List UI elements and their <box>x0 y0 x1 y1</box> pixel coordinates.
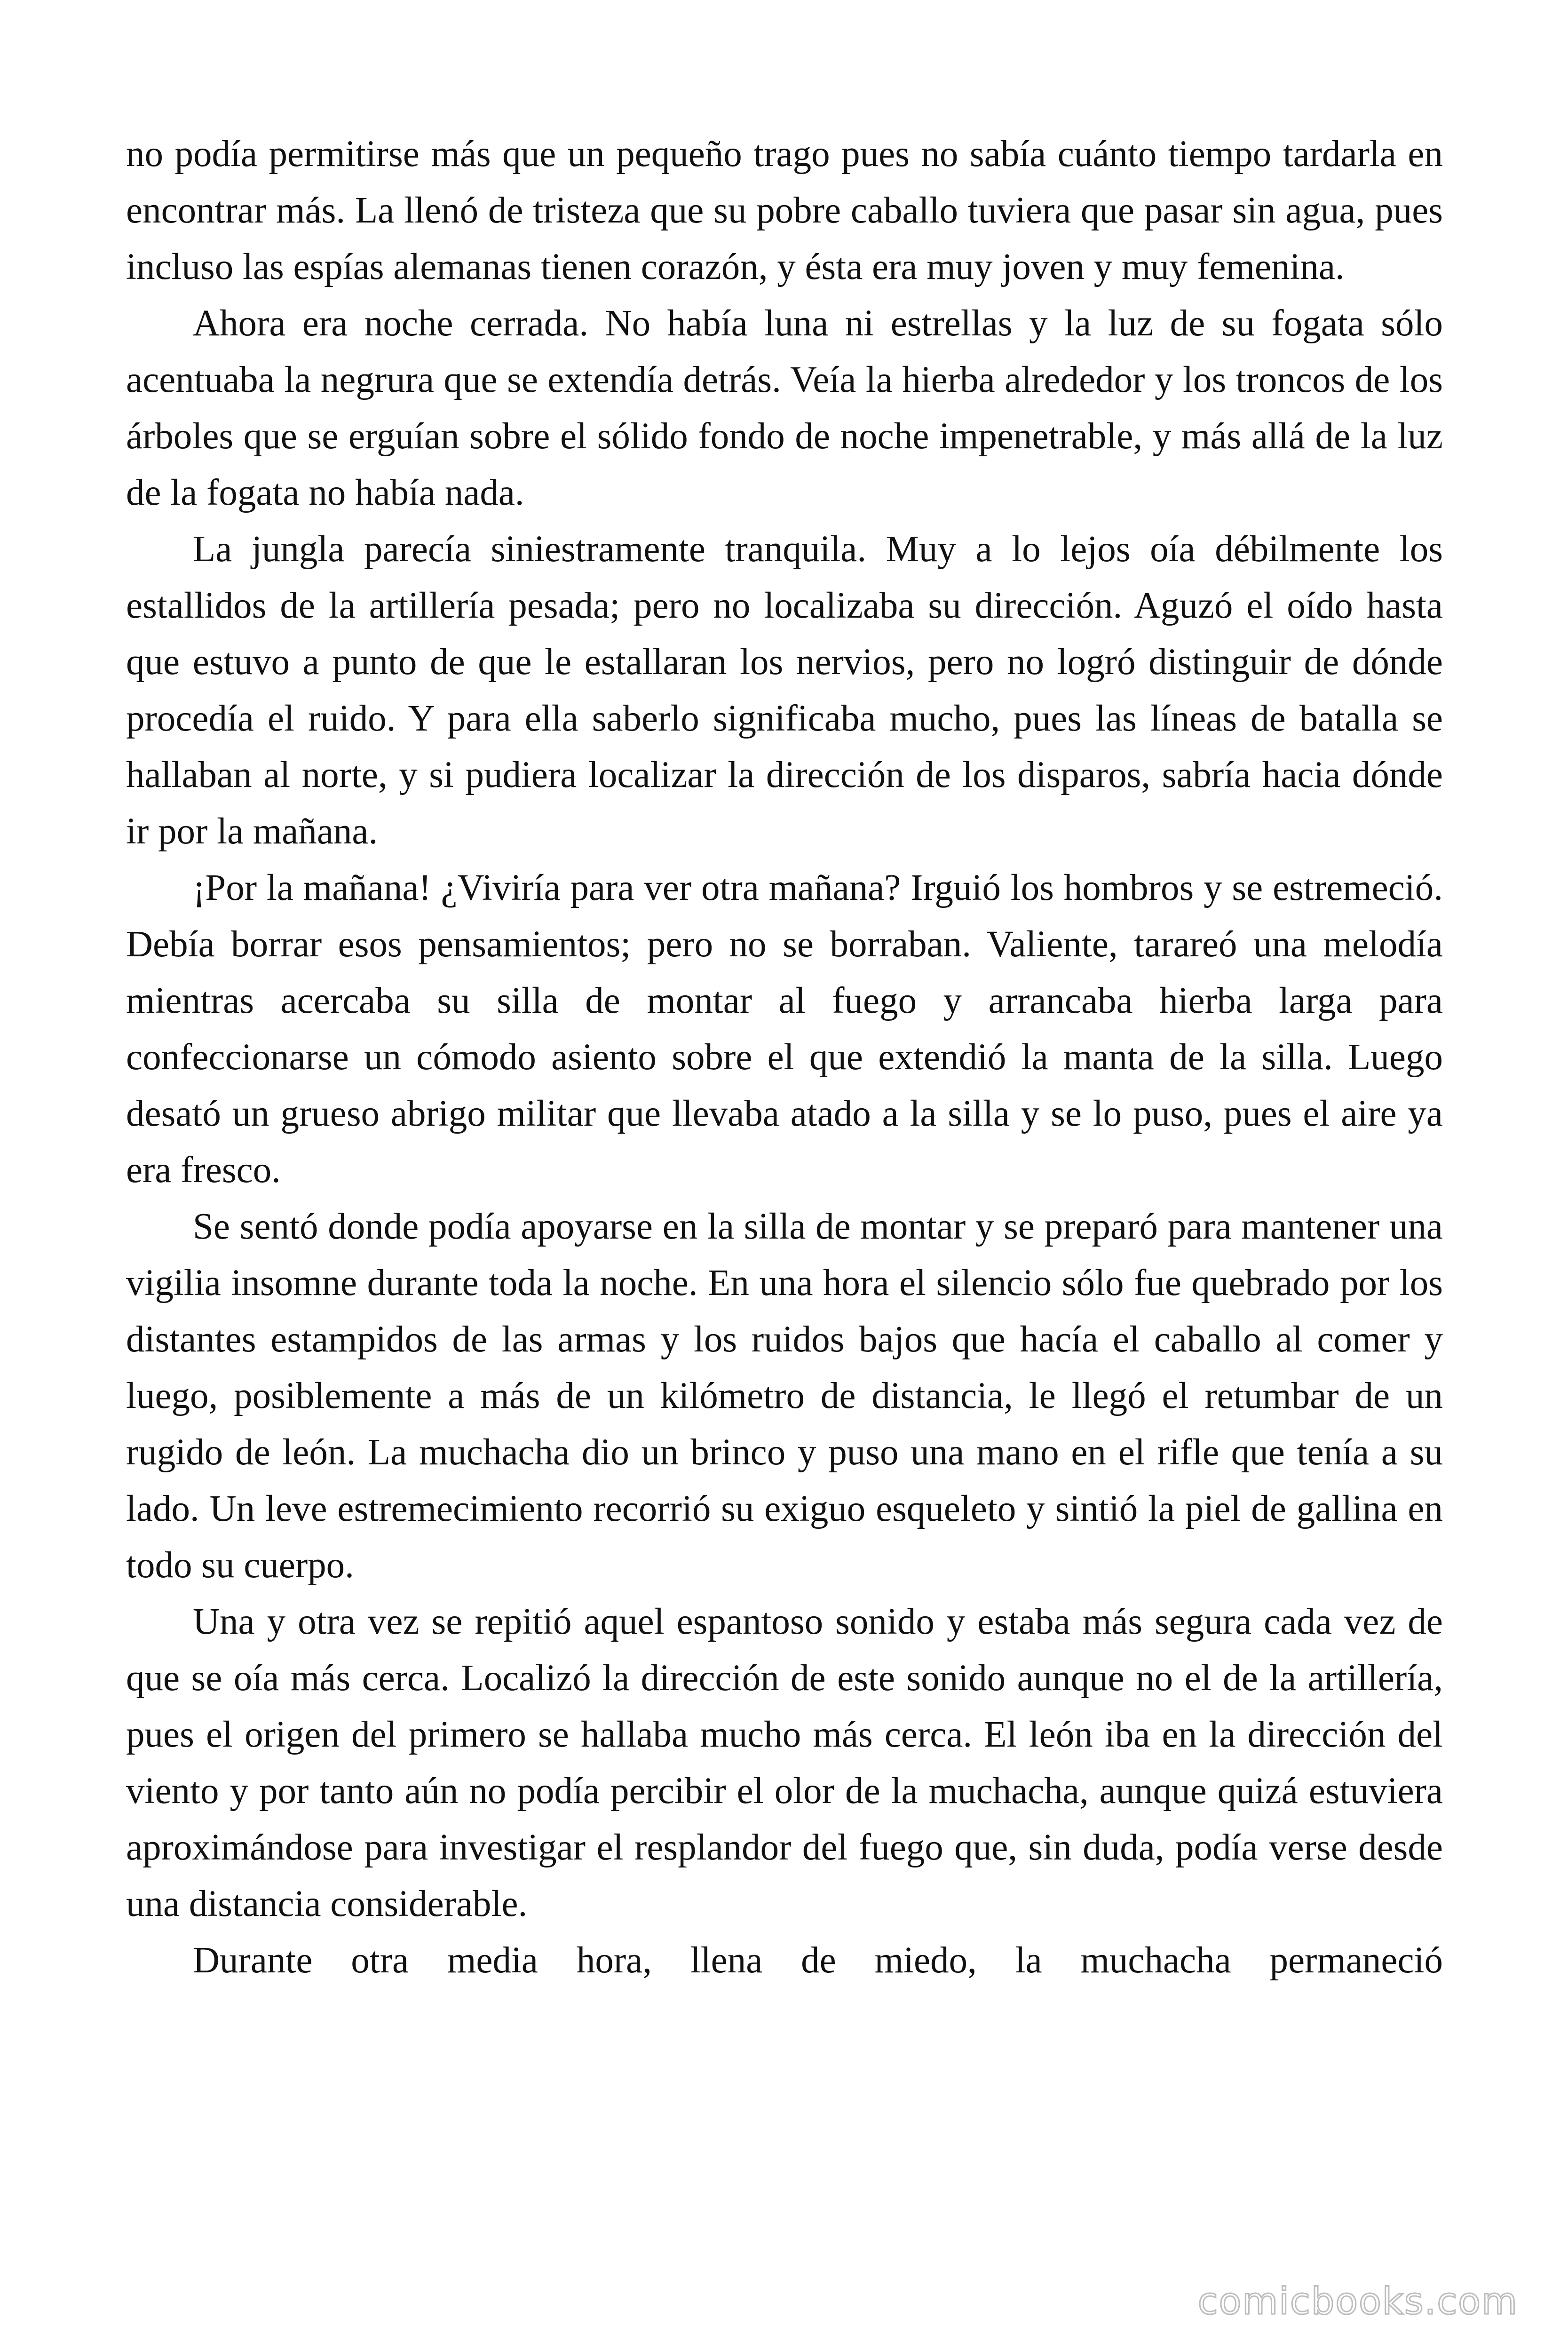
watermark: comicbooks.com <box>1197 2280 1518 2323</box>
paragraph-4: ¡Por la mañana! ¿Viviría para ver otra mañana? Irguió los hombros y se estremeció. Debía borrar esos pensamientos; pero no se borraban. Valiente, tarareó una melodía mientras acercaba su silla de montar al fuego y arrancaba hierba larga para confeccionarse un cómodo asiento sobre el que extendió la manta de la silla. Luego desató un grueso abrigo militar que llevaba atado a la silla y se lo puso, pues el aire ya era fresco. <box>126 867 1443 1191</box>
body-text <box>126 126 1443 1989</box>
paragraph-1: no podía permitirse más que un pequeño trago pues no sabía cuánto tiempo tardarla en encontrar más. La llenó de tristeza que su pobre caballo tuviera que pasar sin agua, pues incluso las espías alemanas tienen corazón, y ésta era muy joven y muy femenina. <box>126 134 1443 287</box>
paragraph-6: Una y otra vez se repitió aquel espantoso sonido y estaba más segura cada vez de que se oía más cerca. Localizó la dirección de este sonido aunque no el de la artillería, pues el origen del primero se hallaba mucho más cerca. El león iba en la dirección del viento y por tanto aún no podía percibir el olor de la muchacha, aunque quizá estuviera aproximándose para investigar el resplandor del fuego que, sin duda, podía verse desde una distancia considerable. <box>126 1601 1443 1924</box>
paragraph-2: Ahora era noche cerrada. No había luna ni estrellas y la luz de su fogata sólo acentuaba la negrura que se extendía detrás. Veía la hierba alrededor y los troncos de los árboles que se erguían sobre el sólido fondo de noche impenetrable, y más allá de la luz de la fogata no había nada. <box>126 303 1443 513</box>
paragraph-3: La jungla parecía siniestramente tranquila. Muy a lo lejos oía débilmente los estallidos de la artillería pesada; pero no localizaba su dirección. Aguzó el oído hasta que estuvo a punto de que le estallaran los nervios, pero no logró distinguir de dónde procedía el ruido. Y para ella saberlo significaba mucho, pues las líneas de batalla se hallaban al norte, y si pudiera localizar la dirección de los disparos, sabría hacia dónde ir por la mañana. <box>126 529 1443 852</box>
paragraph-5: Se sentó donde podía apoyarse en la silla de montar y se preparó para mantener una vigilia insomne durante toda la noche. En una hora el silencio sólo fue quebrado por los distantes estampidos de las armas y los ruidos bajos que hacía el caballo al comer y luego, posiblemente a más de un kilómetro de distancia, le llegó el retumbar de un rugido de león. La muchacha dio un brinco y puso una mano en el rifle que tenía a su lado. Un leve estremecimiento recorrió su exiguo esqueleto y sintió la piel de gallina en todo su cuerpo. <box>126 1206 1443 1586</box>
paragraph-7: Durante otra media hora, llena de miedo, la muchacha permaneció <box>193 1940 1443 1981</box>
